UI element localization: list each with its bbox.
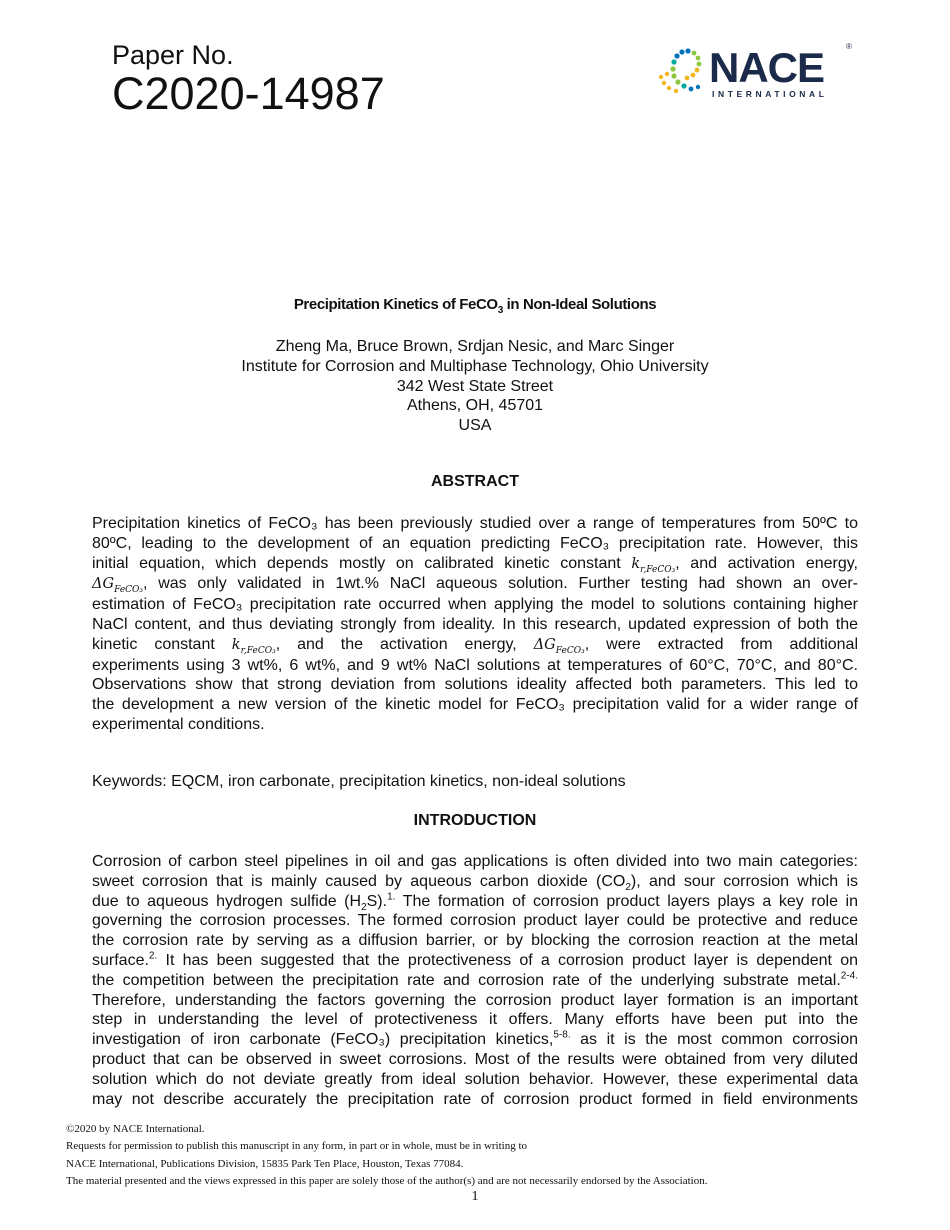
publisher-address: NACE International, Publications Division, 15835 Park Ten Place, Houston, Texas 77084. xyxy=(66,1157,464,1170)
paper-title: Precipitation Kinetics of FeCO$_3$ in Non-Ideal Solutions xyxy=(293,296,657,316)
registered-mark: ® xyxy=(846,42,852,51)
abstract-heading: ABSTRACT xyxy=(431,473,519,490)
address-country: USA xyxy=(458,417,492,435)
copyright-notice: ©2020 by NACE International. xyxy=(66,1123,205,1135)
paper-number: C2020-14987 xyxy=(112,68,385,119)
affiliation: Institute for Corrosion and Multiphase Technology, Ohio University xyxy=(241,357,709,375)
address-city: Athens, OH, 45701 xyxy=(406,397,544,415)
authors: Zheng Ma, Bruce Brown, Srdjan Nesic, and Marc Singer xyxy=(275,338,675,355)
permission-notice: Requests for permission to publish this manuscript in any form, in part or in whole, must be in writing to xyxy=(66,1140,528,1153)
abstract-body: Precipitation kinetics of FeCO₃ has been previously studied over a range of temperatures from 50ºC to 80ºC, leading to the development of an equation predicting FeCO₃ precipitation rate. However, this initial equation, which depends mostly on calibrated kinetic constant $k_{r,FeCO_3}$, and activation energy, $\Delta G_{FeCO_3}$, was only validated in 1wt.% NaCl aqueous solution. Further testing had shown an over- estimation of FeCO₃ precipitation rate occurred when applying the model to solutions containing higher NaCl content, and thus deviating strongly from ideality. In this research, updated expression of both the kinetic constant $k_{r,FeCO_3}$, and the activation energy, $\Delta G_{FeCO_3}$, were extracted from additional experiments using 3 wt%, 6 wt%, and 9 wt% NaCl solutions at temperatures of 60°C, 70°C, and 80°C. Observations show that strong deviation from solutions ideality affected both parameters. This led to the development a new version of the kinetic model for FeCO₃ precipitation valid for a wider range of experimental conditions. xyxy=(92,515,859,733)
introduction-body: Corrosion of carbon steel pipelines in oil and gas applications is often divided into two main categories: sweet corrosion that is mainly caused by aqueous carbon dioxide $(CO_2)$, and sour corrosion which is due to aqueous hydrogen sulfide $(H_2S).^{1.}$ The formation of corrosion product layers plays a key role in governing the corrosion processes. The formed corrosion product layer could be protective and reduce the corrosion rate by serving as a diffusion barrier, or by blocking the corrosion reaction at the metal surface.$^{2.}$ It has been suggested that the protectiveness of a corrosion product layer is dependent on the competition between the precipitation rate and corrosion rate of the underlying substrate metal.$^{2-4.}$ Therefore, understanding the factors governing the corrosion product layer formation is an important step in understanding the level of protectiveness it offers. Many efforts have been put into the investigation of iron carbonate (FeCO₃) precipitation kinetics,$^{5-8.}$ as it is the most common corrosion product that can be observed in sweet corrosions. Most of the results were obtained from very diluted solution which do not deviate greatly from ideal solution behavior. However, these experimental data may not describe accurately the precipitation rate of corrosion product formed in field environments xyxy=(92,853,859,1108)
keywords: Keywords: EQCM, iron carbonate, precipitation kinetics, non-ideal solutions xyxy=(92,773,626,790)
nace-logo-mark-icon xyxy=(659,48,702,93)
paper-number-label: Paper No. xyxy=(112,40,234,70)
disclaimer: The material presented and the views expressed in this paper are solely those of the author(s) and are not necessarily endorsed by the Association. xyxy=(66,1174,708,1187)
nace-logo-subtext: INTERNATIONAL xyxy=(712,89,828,99)
page-number: 1 xyxy=(471,1189,479,1204)
address-street: 342 West State Street xyxy=(396,377,554,395)
footer xyxy=(66,1121,886,1190)
introduction-heading: INTRODUCTION xyxy=(413,812,537,829)
nace-logo-text: NACE xyxy=(709,44,825,91)
nace-logo xyxy=(654,40,854,102)
author-block xyxy=(0,337,950,436)
